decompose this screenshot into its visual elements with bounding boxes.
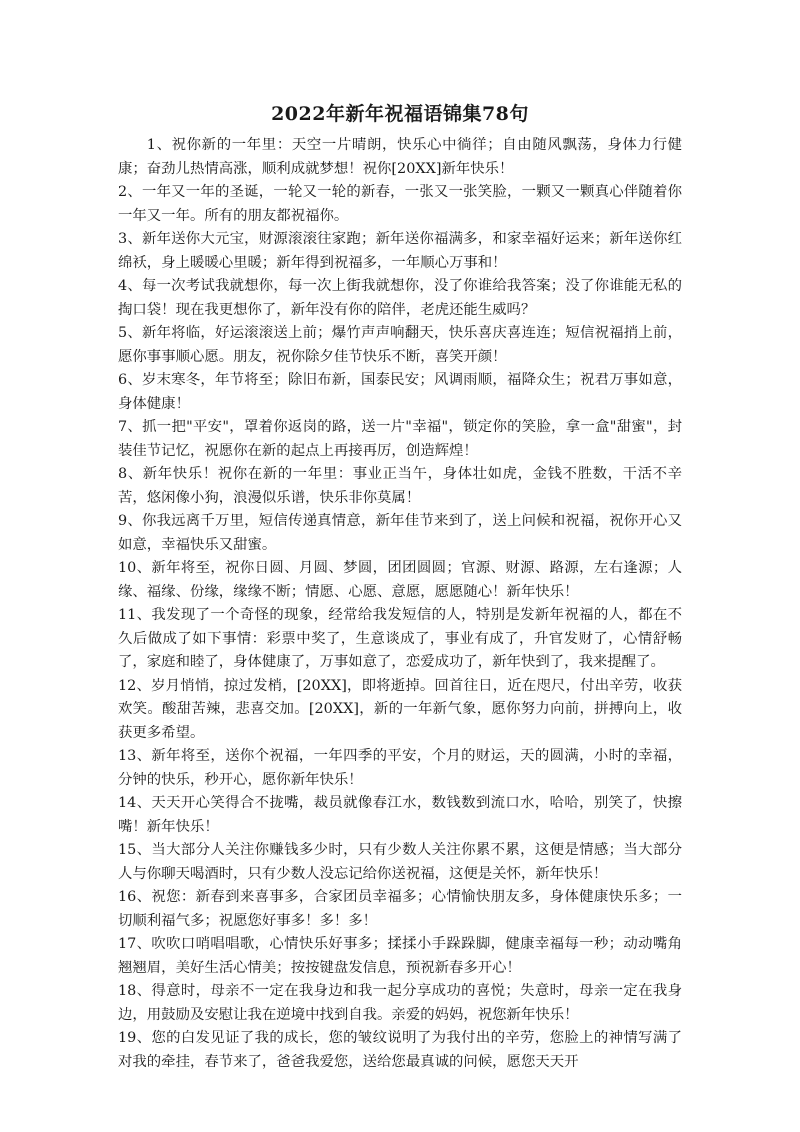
document-body: [118, 134, 682, 1074]
paragraph: 19、您的白发见证了我的成长，您的皱纹说明了为我付出的辛劳，您脸上的神情写满了对我的牵挂，春节来了，爸爸我爱您，送给您最真诚的问候，愿您天天开: [118, 1030, 682, 1070]
paragraph: 7、抓一把"平安"，罩着你返岗的路，送一片"幸福"，锁定你的笑脸，拿一盒"甜蜜"，封装佳节记忆，祝愿你在新的起点上再接再厉，创造辉煌！: [118, 419, 682, 459]
paragraph: 5、新年将临，好运滚滚送上前；爆竹声声响翻天，快乐喜庆喜连连；短信祝福捎上前，愿你事事顺心愿。朋友，祝你除夕佳节快乐不断，喜笑开颜！: [118, 325, 682, 365]
paragraph: 15、当大部分人关注你赚钱多少时，只有少数人关注你累不累，这便是情感；当大部分人与你聊天喝酒时，只有少数人没忘记给你送祝福，这便是关怀，新年快乐！: [118, 842, 682, 882]
paragraph: 12、岁月悄悄，掠过发梢，[20XX]，即将逝掉。回首往日，近在咫尺，付出辛劳，收获欢笑。酸甜苦辣，悲喜交加。[20XX]，新的一年新气象，愿你努力向前，拼搏向上，收获更多希望。: [118, 677, 682, 741]
paragraph: 16、祝您：新春到来喜事多，合家团员幸福多；心情愉快朋友多，身体健康快乐多；一切顺利福气多；祝愿您好事多！多！多！: [118, 889, 682, 929]
document-title: 2022年新年祝福语锦集78句: [271, 103, 529, 125]
paragraph: 1、祝你新的一年里：天空一片晴朗，快乐心中徜徉；自由随风飘荡，身体力行健康；奋劲儿热情高涨，顺利成就梦想！祝你[20XX]新年快乐！: [118, 137, 682, 177]
paragraph: 9、你我远离千万里，短信传递真情意，新年佳节来到了，送上问候和祝福，祝你开心又如意，幸福快乐又甜蜜。: [118, 513, 682, 553]
paragraph: 17、吹吹口哨唱唱歌，心情快乐好事多；揉揉小手跺跺脚，健康幸福每一秒；动动嘴角翘翘眉，美好生活心情美；按按键盘发信息，预祝新春多开心！: [118, 936, 682, 976]
paragraph: 6、岁末寒冬，年节将至；除旧布新，国泰民安；风调雨顺，福降众生；祝君万事如意，身体健康！: [118, 372, 682, 412]
paragraph: 10、新年将至，祝你日圆、月圆、梦圆，团团圆圆；官源、财源、路源，左右逢源；人缘、福缘、份缘，缘缘不断；情愿、心愿、意愿，愿愿随心！新年快乐！: [118, 560, 682, 600]
paragraph: 14、天天开心笑得合不拢嘴，裁员就像春江水，数钱数到流口水，哈哈，别笑了，快擦嘴！新年快乐！: [118, 795, 682, 835]
paragraph: 8、新年快乐！祝你在新的一年里：事业正当午，身体壮如虎，金钱不胜数，干活不辛苦，悠闲像小狗，浪漫似乐谱，快乐非你莫属！: [118, 466, 682, 506]
paragraph: 11、我发现了一个奇怪的现象，经常给我发短信的人，特别是发新年祝福的人，都在不久后做成了如下事情：彩票中奖了，生意谈成了，事业有成了，升官发财了，心情舒畅了，家庭和睦了，身体健康了，万事如意了，恋爱成功了，新年快到了，我来提醒了。: [118, 607, 682, 670]
paragraph: 18、得意时，母亲不一定在我身边和我一起分享成功的喜悦；失意时，母亲一定在我身边，用鼓励及安慰让我在逆境中找到自我。亲爱的妈妈，祝您新年快乐！: [118, 983, 682, 1023]
paragraph: 13、新年将至，送你个祝福，一年四季的平安，个月的财运，天的圆满，小时的幸福，分钟的快乐，秒开心，愿你新年快乐！: [118, 748, 682, 788]
paragraph: 4、每一次考试我就想你，每一次上街我就想你，没了你谁给我答案；没了你谁能无私的掏口袋！现在我更想你了，新年没有你的陪伴，老虎还能生威吗？: [118, 278, 682, 318]
paragraph: 3、新年送你大元宝，财源滚滚往家跑；新年送你福满多，和家幸福好运来；新年送你红绵袄，身上暖暖心里暖；新年得到祝福多，一年顺心万事和！: [118, 231, 682, 271]
paragraph: 2、一年又一年的圣诞，一轮又一轮的新春，一张又一张笑脸，一颗又一颗真心伴随着你一年又一年。所有的朋友都祝福你。: [118, 184, 682, 224]
